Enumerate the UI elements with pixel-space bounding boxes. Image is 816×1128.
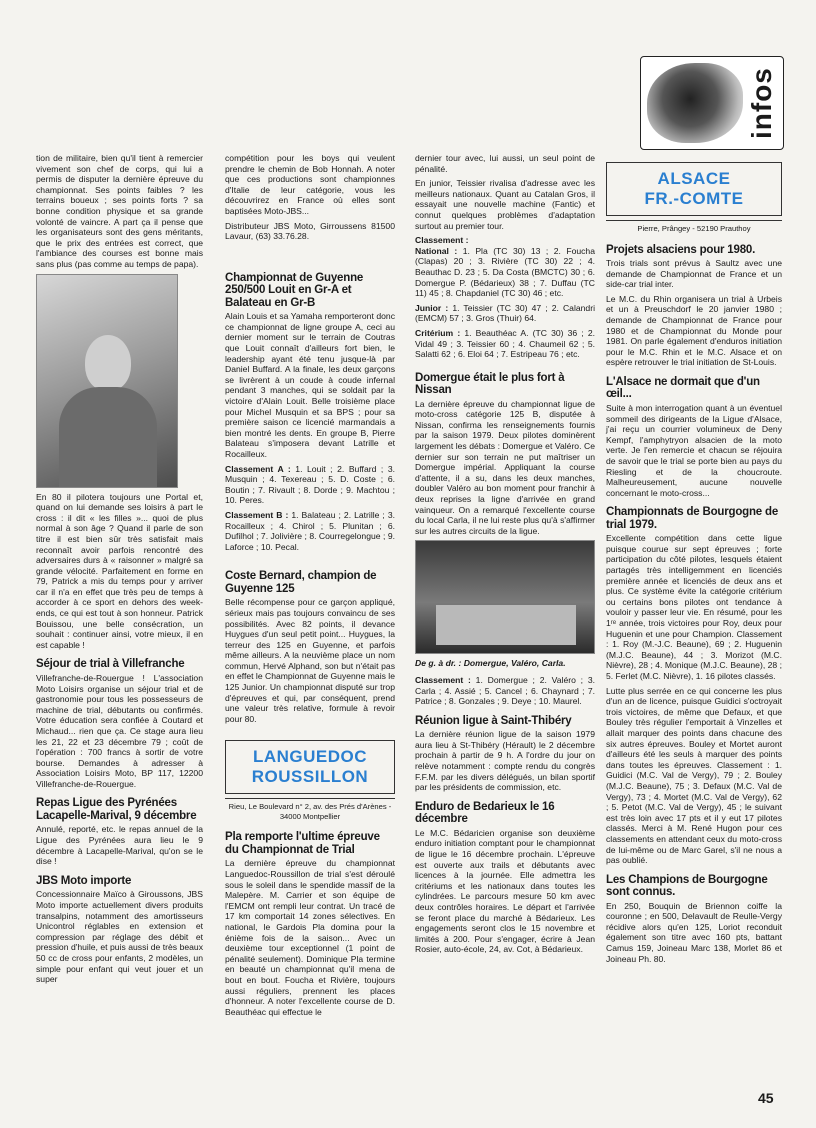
paragraph: tion de militaire, bien qu'il tient à remercier vivement son chef de corps, qui lui a permis de disputer la dernière épreuve du championnat. Ses points faibles ? les terrains boueux ; ses points forts ? sa bonne condition physique et sa grande volonté de vaincre. A part ça il pense que les organisateurs sont des gens méritants, que le prix des entrées est correct, que l'ambiance des courses est bonne mais sans plus (pas comme au temps de papa). [36,153,203,269]
region-header-languedoc [225,740,395,794]
podium-shape [436,605,576,645]
paragraph: Suite à mon interrogation quant à un éventuel sommeil des dirigeants de la Ligue d'Alsace, j'ai reçu un courrier volumineux de Deny Kempf, l'amphytryon alsacien de la moto verte. Je l'en remercie et chacun se réjouira de savoir que le trial se porte bien au pays du Riesling et de la choucroute. Malheureusement, aucune nouvelle concernant le moto-cross... [606,402,782,498]
results: 1. Balateau ; 2. Latrille ; 3. Rocailleux ; 4. Chirol ; 5. Plunitan ; 6. Dufilhol ; 7. Jolivière ; 8. Courregelongue ; 9. Laforce ; 10. Pecal. [225,509,396,552]
podium-photo [415,540,595,654]
paragraph [415,328,595,360]
label: Classement : [415,235,469,246]
article-heading: L'Alsace ne dormait que d'un œil... [606,375,760,401]
paragraph [415,246,595,299]
article-heading: Enduro de Bedarieux le 16 décembre [415,800,555,826]
region-header-alsace [606,162,782,216]
paragraph [415,303,595,324]
region-title: ALSACE [657,169,731,188]
infos-logo [640,56,784,150]
rider-portrait-photo [36,274,178,488]
article-heading: Les Champions de Bourgogne sont connus. [606,873,768,899]
paragraph [225,510,395,552]
label: Critérium : [415,327,461,338]
results: 1. Louit ; 2. Buffard ; 3. Musquin ; 4. Texereau ; 5. D. Coste ; 6. Boutin ; 7. Rivault ; 8. Dorde ; 9. Machtou ; 10. Peres. [225,463,395,506]
paragraph [415,675,595,707]
article-heading: Projets alsaciens pour 1980. [606,243,756,256]
article-heading: JBS Moto importe [36,874,132,887]
paragraph: La dernière épreuve du championnat ligue de moto-cross catégorie 125 B, disputée à Nissan, confirma les renseignements fournis par la saison 1979. Deux pilotes dominèrent largement les débats : Domergue et Valéro. Ce dernier sur son terrain ne put maîtriser un Domergue impérial. Appliquant la course d'attente, il a su, dans les deux manches, doubler Valéro au bon moment pour franchir à deux reprises la ligne d'arrivée en grand vainqueur. On a remarqué l'excellente course du local Carla, il ne lui reste plus qu'à s'affirmer sur les autres circuits de la ligue. [415,398,595,536]
article-heading: Domergue était le plus fort à Nissan [415,371,565,397]
label: National : [415,245,458,256]
region-title: FR.-COMTE [644,189,744,208]
column-1 [36,153,203,989]
results: 1. Domergue ; 2. Valéro ; 3. Carla ; 4. Assié ; 5. Cancel ; 6. Chaynard ; 7. Patrice ; 8. Gonzales ; 9. Deye ; 10. Maurel. [415,675,595,707]
paragraph [225,464,395,506]
paragraph: Le M.C. du Rhin organisera un trial à Urbeis et un à Preuschdorf le 20 janvier 1980 ; demande de Championnat de France pour 1980 et de Championnat du Monde pour 1981. On parle également d'enduros initiation pour le M.C. Rhin et le M.C. Alsace et on espère retrouver le trial initiation de St-Louis. [606,293,782,368]
column-4 [606,158,782,968]
region-address: Rieu, Le Boulevard n° 2, av. des Prés d'Arènes - 34000 Montpellier [225,798,395,821]
paragraph: Trois trials sont prévus à Saultz avec une demande de Championnat de France et un side-car trial inter. [606,258,782,290]
photo-caption: De g. à dr. : Domergue, Valéro, Carla. [415,658,566,669]
logo-word: infos [746,67,777,139]
article-heading: Repas Ligue des Pyrénées Lacapelle-Marival, 9 décembre [36,797,197,822]
region-title: ROUSSILLON [251,767,369,787]
results: 1. Teissier (TC 30) 47 ; 2. Calandri (EMCM) 57 ; 3. Gros (Thuir) 64. [415,302,595,324]
label: Classement A : [225,463,291,474]
paragraph: Annulé, reporté, etc. le repas annuel de la Ligue des Pyrénées aura lieu le 9 décembre à Lacapelle-Marival, qu'on se le dise ! [36,824,203,867]
paragraph [415,235,595,246]
paragraph: compétition pour les boys qui veulent prendre le chemin de Bob Honnah. A noter que ces productions sont championnes d'Italie de leur catégorie, vous les découvrirez en France où elles sont baptisées Moto-JBS... [225,153,395,216]
page-number: 45 [758,1090,774,1106]
label: Junior : [415,302,449,313]
column-3 [415,153,595,959]
paragraph: Concessionnaire Maïco à Giroussons, JBS Moto importe actuellement divers produits transalpins, notamment des amortisseurs Unicontrol réglables en extension et compression par réglage des débit et pression d'huile, et puis aussi de très beaux 50 cc de cross pour enfants, 2 modèles, un simple pour enfant qui veut jouer et un super [36,889,203,985]
label: Classement B : [225,509,289,520]
results: 1. Beauthéac A. (TC 30) 36 ; 2. Vidal 49 ; 3. Teissier 60 ; 4. Chaumeil 62 ; 5. Salatti 62 ; 6. Eloi 64 ; 7. Estripeau 76 ; etc. [415,327,596,360]
paragraph: En 80 il pilotera toujours une Portal et, quand on lui demande ses loisirs à part le cross : il dit « les filles »... quoi de plus normal à son âge ? Quand il parle de son titre il est bien sûr très satisfait mais reconnaît avoir parfois rencontré des adversaires durs à « raisonner » malgré sa grande vélocité. Parfaitement en forme en 79, Patrick a mis du temps pour y arriver car il n'a en effet que très peu de temps à accorder à ce sport en dehors des week-ends, ce qui est tout à son honneur. Patrick Bouissou, une belle consécration, un souhait : continuer ainsi, votre mieux, il en est capable ! [36,491,203,650]
paragraph: Le M.C. Bédaricien organise son deuxième enduro initiation comptant pour le championnat de ligue le 16 décembre prochain. L'épreuve est ouverte aux trails et débutants avec licences à la journée. Elle admettra les critériums et les nationaux dans toutes les cylindrées. Le parcours mesure 50 km avec deux contrôles horaires. Le départ et l'arrivée se feront place du marché à Bédarieux. Les engagements seront clos le 15 novembre et limités à 200. Pour s'engager, écrire à Jean Rosier, auto-école, 24, av. Cot, à Bédarieux. [415,827,595,955]
paragraph: Belle récompense pour ce garçon appliqué, sérieux mais pas toujours convaincu de ses possibilités. Avec 82 points, il devance Huygues d'un seul petit point... Huygues, la terreur des 125 en Guyenne, et parfois même ailleurs. A la neuvième place un nom commun, Hervé Alphand, son but n'était pas en effet le Championnat de Guyenne mais le 125 Junior. Un championnat disputé sur trop d'épreuves et qui, par conséquent, prend une valeur très relative, formule à revoir pour 80. [225,597,395,724]
paragraph: dernier tour avec, lui aussi, un seul point de pénalité. [415,153,595,174]
portrait-head [85,335,131,391]
paragraph: Alain Louis et sa Yamaha remporteront donc ce championnat de ligne groupe A, ceci au dernier moment sur le terrain de Coutras que Louit connaît d'ailleurs fort bien, le leadership ayant été tenu jusque-là par Daniel Buffard. A la finale, les deux garçons se livrèrent à un coude à coude infernal pendant 3 manches, qui se soldait par la victoire d'Alain Louit. Belle troisième place pour Michel Musquin et sa BPS ; pour sa première saison ce licencié marmandais a bien montré les dents. En groupe B, Pierre Balateau s'imposera devant Latrille et Rocailleux. [225,311,395,459]
article-heading: Championnats de Bourgogne de trial 1979. [606,506,779,531]
paragraph: Lutte plus serrée en ce qui concerne les plus d'un an de licence, puisque Guidici s'octroyait trois victoires, de même que Defaux, et que Bouley très régulier l'emportait à Vinzelles et allait marquer des points dans chacune des six autres épreuves. Bouley et Mortet auront d'ailleurs été les seuls à marquer des points dans toutes les épreuves. Classement : 1. Guidici (M.C. Val de Vergy), 79 ; 2. Bouley (M.J.C. Beaune), 75 ; 3. Defaux (M.C. Val de Vergy), 73 ; 4. Mortet (M.C. Val de Vergy), 62 ; 5. Petot (M.C. Val de Vergy), 45 ; le suivant est très loin avec 17 pts et il y eut 17 pilotes classés. Merci à M. René Hugon pour ces classements en attendant ceux du moto-cross de lui-même ou de Marc Garel, s'il ne nous a pas oublié. [606,685,782,866]
paragraph: La dernière réunion ligue de la saison 1979 aura lieu à St-Thibéry (Hérault) le 2 décembre prochain à partir de 9 h. A l'ordre du jour on relève notamment : compte rendu du congrès F.F.M. par les divers délégués, un bilan sportif par les présidents de commission, etc. [415,729,595,793]
article-heading: Pla remporte l'ultime épreuve du Championnat de Trial [225,831,380,856]
region-address: Pierre, Prângey - 52190 Prauthoy [606,220,782,234]
results: 1. Pla (TC 30) 13 ; 2. Foucha (Clapas) 20 ; 3. Rivière (TC 30) 22 ; 4. Beauthac D. 23 ; 5. Da Costa (BMCTC) 30 ; 6. Domergue P. (Bédarieux) 38 ; 7. Duffau (TC 11) 45 ; 8. Chapdaniel (TC 30) 46 ; etc. [415,245,595,299]
portrait-body [59,387,157,487]
paragraph: Excellente compétition dans cette ligue puisque courue sur sept épreuves ; forte participation du côté pilotes, lesquels étaient partagés très intelligemment en licenciés première année et licenciés de deux ans et plus. Ce système évite la catégorie critérium ou certains bons pilotes ont tendance à vouloir y passer leur vie. En résumé, pour les 1ʳᵉ année, trois victoires pour Roy, deux pour Huguenin et une pour Champion. Classement : 1. Roy (M.-J.C. Beaune), 69 ; 2. Huguenin (M.J.C. Beaune), 44 ; 3. Morizot (M.C. Nièvre), 28 ; 4. Monique (M.J.C. Beaune), 28 ; 5. Ferlet (M.C. Nièvre), 1. 16 pilotes classés. [606,533,782,681]
article-heading: Championnat de Guyenne 250/500 Louit en Gr-A et Balateau en Gr-B [225,271,364,309]
paragraph: En junior, Teissier rivalisa d'adresse avec les meilleurs nationaux. Quant au Catalan Gros, il essayait une nouvelle machine (Fantic) et connut quelques problèmes d'adaptation surtout au premier tour. [415,178,595,231]
paragraph: En 250, Bouquin de Briennon coiffe la couronne ; en 500, Delavault de Reulle-Vergy récidive alors qu'en 125, Loriot reconduit également son titre avec 160 pts, battant Camus 159, Joineau Marc 138, Morlet 86 et Joineau Ph. 80. [606,900,782,964]
region-title: LANGUEDOC [252,747,368,767]
paragraph: La dernière épreuve du championnat Languedoc-Roussillon de trial s'est déroulé sous le soleil dans le spendide massif de la Malepère. M. Carrier et son équipe de l'EMCM ont rempli leur contrat. Un tracé de 17 km comportait 14 zones sélectives. En national, le Gardois Pla domina pour la énième fois de la saison... Avec un deuxième tour exceptionnel (1 point de pénalité seulement). Dominique Pla termine en beauté un championnat qu'il mena de bout en bout. Foucha et Rivière, toujours aussi réguliers, prennent les places d'honneur. A noter l'excellente course de D. Beauthéac qui effectue le [225,858,395,1017]
article-heading: Coste Bernard, champion de Guyenne 125 [225,570,377,595]
paragraph: Villefranche-de-Rouergue ! L'association Moto Loisirs organise un séjour trial et de gastronomie pour tous les possesseurs de machine de trial, débutants ou confirmés. Votre éducation sera confiée à Coutard et Michaud... rien que ça. Ce stage aura lieu les 21, 22 et 23 décembre 79 ; coût de l'opération : 700 francs à sortir de votre bourse. Demandes à adresser à Association Loisirs Moto, BP 117, 12200 Villefranche-de-Rouergue. [36,672,203,789]
column-2 [225,153,395,1021]
label: Classement : [415,675,471,685]
paragraph: Distributeur JBS Moto, Girroussens 81500 Lavaur, (63) 33.76.28. [225,220,395,242]
motorcycle-illustration [647,63,743,143]
article-heading: Réunion ligue à Saint-Thibéry [415,714,572,727]
article-heading: Séjour de trial à Villefranche [36,658,185,671]
